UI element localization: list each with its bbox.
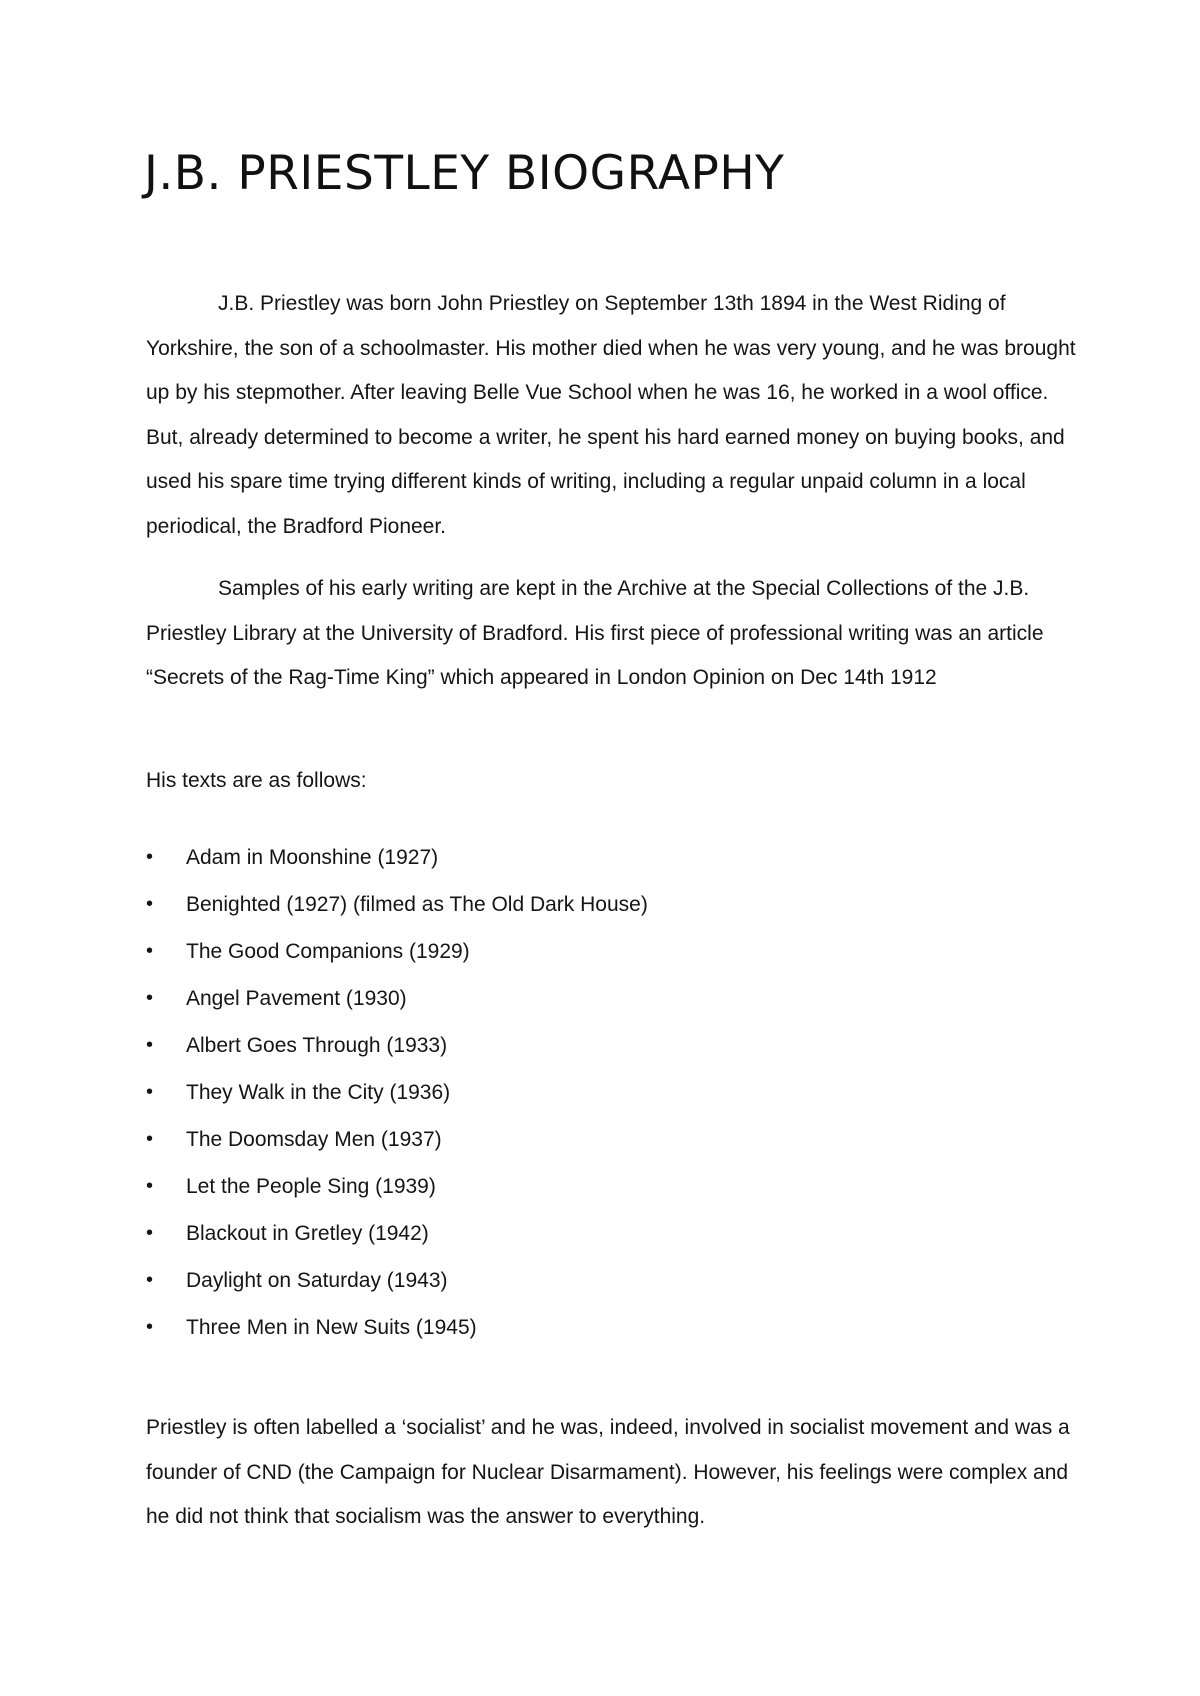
list-item-text: The Doomsday Men (1937) — [186, 1128, 442, 1151]
bullet-icon: • — [146, 846, 154, 868]
list-item — [146, 928, 1046, 975]
list-item — [146, 1210, 1046, 1257]
list-item-text: Let the People Sing (1939) — [186, 1175, 436, 1198]
list-item — [146, 1069, 1046, 1116]
paragraph-text: Samples of his early writing are kept in the Archive at the Special Collections of the J.B. Priestley Library at the University of Bradford. His first piece of professional writing was an article “Secrets of the Rag-Time King” which appeared in London Opinion on Dec 14th 1912 — [146, 577, 1044, 689]
list-item-text: Benighted (1927) (filmed as The Old Dark House) — [186, 893, 648, 916]
bullet-icon: • — [146, 1175, 154, 1197]
texts-list-intro: His texts are as follows: — [146, 769, 367, 792]
biography-paragraph-early-writing — [146, 567, 1076, 701]
list-item-text: They Walk in the City (1936) — [186, 1081, 451, 1104]
bullet-icon: • — [146, 1128, 154, 1150]
list-item — [146, 1022, 1046, 1069]
paragraph-text: J.B. Priestley was born John Priestley on September 13th 1894 in the West Riding of Yorkshire, the son of a schoolmaster. His mother died when he was very young, and he was brought up by his stepmother. After leaving Belle Vue School when he was 16, he worked in a wool office. But, already determined to become a writer, he spent his hard earned money on buying books, and used his spare time trying different kinds of writing, including a regular unpaid column in a local periodical, the Bradford Pioneer. — [146, 292, 1076, 538]
bullet-icon: • — [146, 1034, 154, 1056]
document-title: J.B. PRIESTLEY BIOGRAPHY — [144, 146, 785, 201]
list-item-text: Three Men in New Suits (1945) — [186, 1316, 477, 1339]
list-item-text: Albert Goes Through (1933) — [186, 1034, 448, 1057]
bullet-icon: • — [146, 1081, 154, 1103]
list-item — [146, 1257, 1046, 1304]
texts-list — [146, 834, 1046, 1351]
bullet-icon: • — [146, 940, 154, 962]
list-item-text: Adam in Moonshine (1927) — [186, 846, 439, 869]
list-item-text: The Good Companions (1929) — [186, 940, 470, 963]
bullet-icon: • — [146, 987, 154, 1009]
list-item — [146, 1163, 1046, 1210]
list-item — [146, 881, 1046, 928]
list-item — [146, 975, 1046, 1022]
biography-paragraph-early-life — [146, 282, 1076, 549]
list-item-text: Angel Pavement (1930) — [186, 987, 407, 1010]
list-item — [146, 834, 1046, 881]
bullet-icon: • — [146, 1316, 154, 1338]
bullet-icon: • — [146, 1222, 154, 1244]
list-item-text: Daylight on Saturday (1943) — [186, 1269, 448, 1292]
list-item — [146, 1116, 1046, 1163]
list-item — [146, 1304, 1046, 1351]
bullet-icon: • — [146, 893, 154, 915]
bullet-icon: • — [146, 1269, 154, 1291]
biography-paragraph-politics: Priestley is often labelled a ‘socialist’ and he was, indeed, involved in socialist movement and was a founder of CND (the Campaign for Nuclear Disarmament). However, his feelings were complex and he did not think that socialism was the answer to everything. — [146, 1416, 1070, 1528]
list-item-text: Blackout in Gretley (1942) — [186, 1222, 429, 1245]
